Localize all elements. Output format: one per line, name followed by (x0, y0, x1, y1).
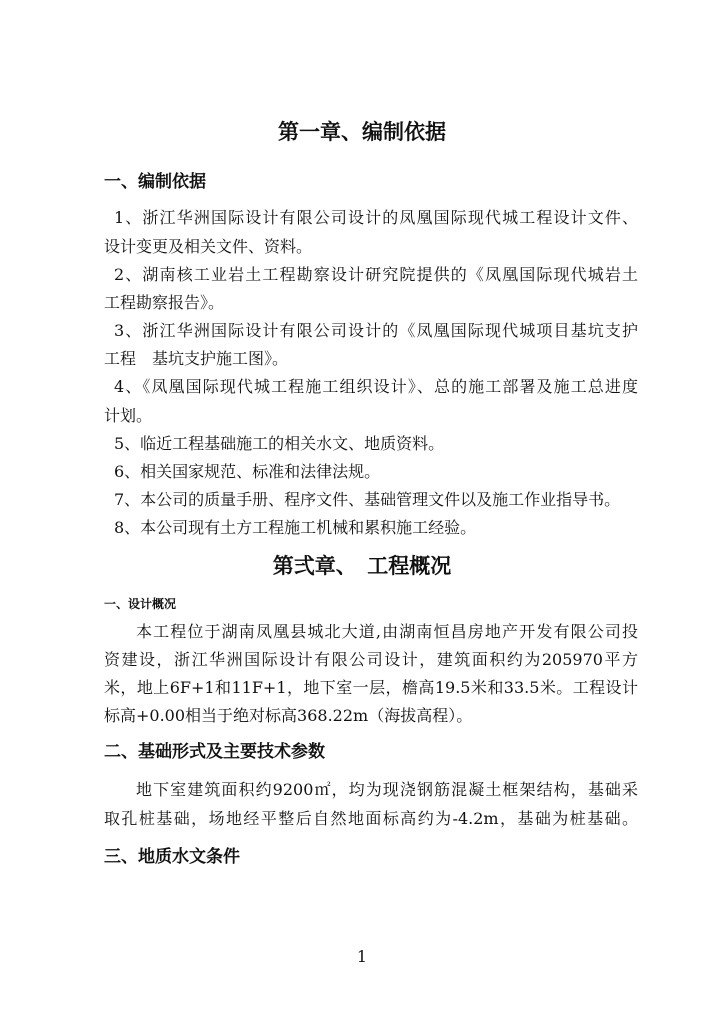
section-heading-basis: 一、编制依据 (104, 172, 206, 192)
chapter1-title: 第一章、编制依据 (278, 119, 446, 144)
foundation-line-1: 地下室建筑面积约9200㎡，均为现浇钢筋混凝土框架结构，基础采 (136, 780, 638, 799)
basis-line-10: 6、相关国家规范、标准和法律法规。 (114, 462, 381, 481)
basis-line-5: 3、浙江华洲国际设计有限公司设计的《凤凰国际现代城项目基坑支护 (114, 321, 638, 340)
design-line-4: 标高+0.00相当于绝对标高368.22m（海拔高程）。 (104, 706, 473, 725)
foundation-line-2: 取孔桩基础，场地经平整后自然地面标高约为-4.2m，基础为桩基础。 (104, 809, 638, 828)
basis-line-4: 工程勘察报告》。 (104, 293, 225, 312)
section-heading-foundation: 二、基础形式及主要技术参数 (104, 742, 325, 762)
basis-line-9: 5、临近工程基础施工的相关水文、地质资料。 (114, 434, 445, 453)
page-number: 1 (356, 947, 368, 966)
basis-line-7: 4、《凤凰国际现代城工程施工组织设计》、总的施工部署及施工总进度 (114, 377, 638, 396)
basis-line-3: 2、湖南核工业岩土工程勘察设计研究院提供的《凤凰国际现代城岩土 (114, 265, 638, 284)
section-heading-design: 一、设计概况 (104, 597, 177, 611)
basis-line-2: 设计变更及相关文件、资料。 (104, 237, 313, 256)
design-line-1: 本工程位于湖南凤凰县城北大道,由湖南恒昌房地产开发有限公司投 (136, 622, 638, 641)
basis-line-12: 8、本公司现有土方工程施工机械和累积施工经验。 (114, 518, 477, 537)
basis-line-1: 1、浙江华洲国际设计有限公司设计的凤凰国际现代城工程设计文件、 (114, 208, 638, 227)
basis-line-11: 7、本公司的质量手册、程序文件、基础管理文件以及施工作业指导书。 (114, 490, 621, 509)
basis-line-6: 工程 基坑支护施工图》。 (104, 349, 289, 368)
design-line-2: 资建设，浙江华洲国际设计有限公司设计，建筑面积约为205970平方 (104, 650, 638, 669)
design-line-3: 米，地上6F+1和11F+1，地下室一层，檐高19.5米和33.5米。工程设计 (104, 678, 638, 697)
section-heading-geology: 三、地质水文条件 (104, 847, 240, 867)
chapter2-title: 第弍章、 工程概况 (272, 553, 452, 578)
basis-line-8: 计划。 (104, 406, 153, 425)
